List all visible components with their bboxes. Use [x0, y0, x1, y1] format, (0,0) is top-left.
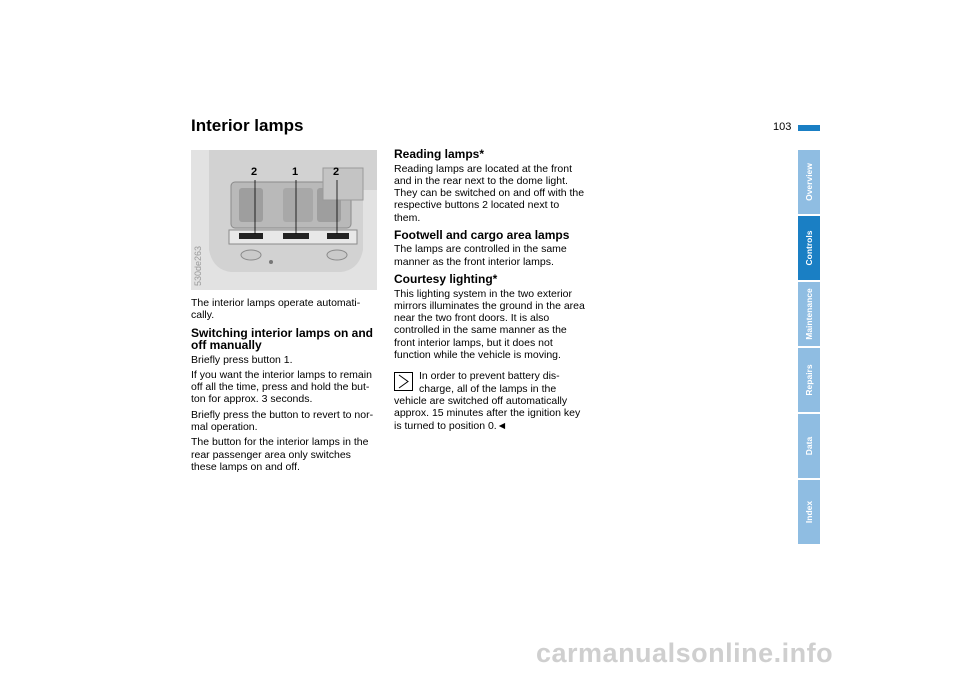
tab-label: Data: [804, 436, 814, 456]
sidebar-tab-data[interactable]: [798, 414, 820, 478]
page-title: Interior lamps: [191, 116, 304, 135]
note-text: vehicle are switched off automatically approx. 15 minutes after the ignition key is turned to position 0.◄: [394, 394, 581, 432]
right-column: [394, 148, 586, 432]
figure-label-2-left: 2: [251, 166, 258, 178]
left-column: [191, 297, 378, 476]
reading-lamps-text: Reading lamps are located at the front and in the rear next to the dome light. They can be switched on and off with the respective buttons 2 located next to them.: [394, 162, 585, 224]
reading-lamps-heading: Reading lamps*: [394, 147, 485, 161]
section-sidebar: [798, 150, 820, 546]
figure-label-2-right: 2: [333, 166, 340, 178]
page-number: 103: [773, 121, 792, 133]
sidebar-tab-overview[interactable]: [798, 150, 820, 214]
note-line-2: charge, all of the lamps in the: [419, 382, 557, 395]
paragraph: Briefly press the button to revert to nor-mal operation.: [191, 408, 374, 434]
sidebar-tab-repairs[interactable]: [798, 348, 820, 412]
footwell-text: The lamps are controlled in the same manner as the front interior lamps.: [394, 243, 567, 268]
sidebar-tab-index[interactable]: [798, 480, 820, 544]
sidebar-tab-maintenance[interactable]: [798, 282, 820, 346]
battery-note: [394, 370, 586, 431]
page-marker: [798, 125, 820, 131]
footwell-heading: Footwell and cargo area lamps: [394, 227, 570, 242]
tab-label: Index: [804, 500, 814, 524]
figure-label-1: 1: [292, 166, 299, 178]
figure-code: 530de263: [193, 246, 203, 287]
note-triangle-icon: [394, 372, 413, 391]
sidebar-tab-controls[interactable]: [798, 216, 820, 280]
intro-text: The interior lamps operate automati-cally.: [191, 297, 361, 322]
watermark: carmanualsonline.info: [536, 638, 834, 668]
paragraph: If you want the interior lamps to remain off all the time, press and hold the but-ton for approx. 3 seconds.: [191, 368, 372, 406]
paragraph: The button for the interior lamps in the rear passenger area only switches these lamps on and off.: [191, 436, 369, 473]
courtesy-heading: Courtesy lighting*: [394, 272, 498, 287]
tab-label: Repairs: [804, 364, 814, 396]
interior-lamp-illustration: [191, 150, 377, 290]
tab-label: Overview: [804, 163, 814, 201]
paragraph: Briefly press button 1.: [191, 353, 293, 366]
tab-label: Controls: [804, 230, 814, 266]
manual-switching-heading: Switching interior lamps on and off manually: [191, 325, 374, 353]
lamp-console-drawing: [191, 150, 377, 290]
note-line-1: In order to prevent battery dis-: [419, 370, 560, 383]
courtesy-text: This lighting system in the two exterior mirrors illuminates the ground in the area near the two front doors. It is also controlled in the same manner as the front interior lamps, but it does not function while the vehicle is moving.: [394, 287, 585, 362]
tab-label: Maintenance: [804, 288, 814, 340]
